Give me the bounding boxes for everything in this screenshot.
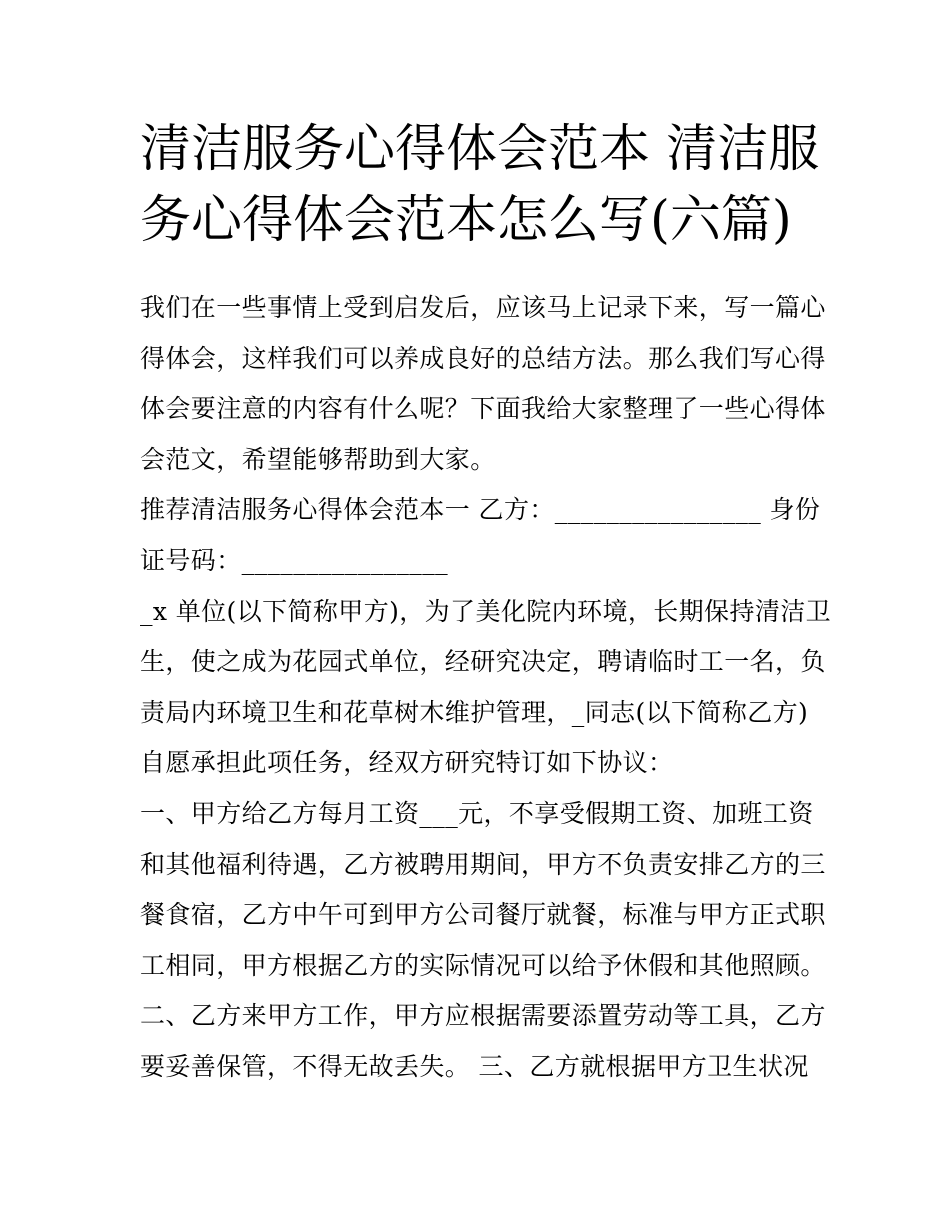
body-line: 推荐清洁服务心得体会范本一 乙方：________________ 身份 [140,495,821,525]
body-line: 生，使之成为花园式单位，经研究决定，聘请临时工一名，负 [140,647,826,677]
title-line: 务心得体会范本怎么写(六篇) [140,191,792,250]
body-line: 二、乙方来甲方工作，甲方应根据需要添置劳动等工具，乙方 [140,1001,826,1031]
body-line: _x 单位(以下简称甲方)，为了美化院内环境，长期保持清洁卫 [140,596,832,626]
body-line: 会范文，希望能够帮助到大家。 [140,444,496,474]
body-line: 要妥善保管，不得无故丢失。 三、乙方就根据甲方卫生状况 [140,1051,809,1081]
body-line: 得体会，这样我们可以养成良好的总结方法。那么我们写心得 [140,343,826,373]
body-line: 自愿承担此项任务，经双方研究特订如下协议： [140,748,674,778]
body-line: 工相同，甲方根据乙方的实际情况可以给予休假和其他照顾。 [140,950,826,980]
body-line: 责局内环境卫生和花草树木维护管理，_同志(以下简称乙方) [140,697,809,727]
document-title [140,114,820,256]
title-line: 清洁服务心得体会范本 清洁服 [140,120,820,179]
body-line: 证号码：________________ [140,545,449,575]
body-line: 和其他福利待遇，乙方被聘用期间，甲方不负责安排乙方的三 [140,849,826,879]
body-line: 我们在一些事情上受到启发后，应该马上记录下来，写一篇心 [140,293,826,322]
document-body [140,283,830,1093]
body-line: 体会要注意的内容有什么呢？下面我给大家整理了一些心得体 [140,394,826,424]
body-line: 一、甲方给乙方每月工资___元，不享受假期工资、加班工资 [140,798,814,828]
body-line: 餐食宿，乙方中午可到甲方公司餐厅就餐，标准与甲方正式职 [140,900,826,930]
